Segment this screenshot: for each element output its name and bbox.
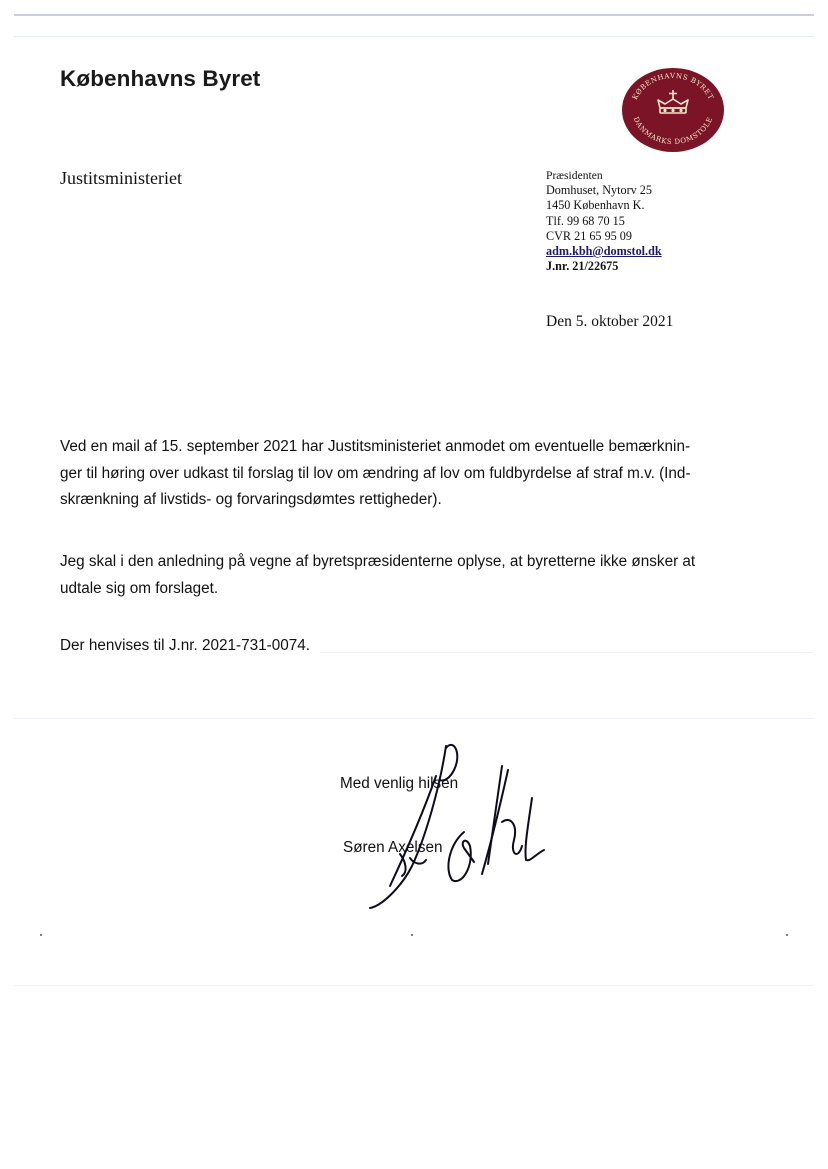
scan-artifact-line bbox=[14, 985, 814, 986]
scan-speck bbox=[786, 934, 788, 936]
sender-role: Præsidenten bbox=[546, 169, 603, 182]
court-name: Københavns Byret bbox=[60, 66, 261, 91]
sender-block bbox=[546, 168, 662, 274]
body-line: Jeg skal i den anledning på vegne af byretspræsidenterne oplyse, at byretterne ikke ønsker at bbox=[60, 553, 696, 570]
letter-date: Den 5. oktober 2021 bbox=[546, 313, 674, 330]
sender-phone: Tlf. 99 68 70 15 bbox=[546, 213, 625, 228]
handwritten-signature bbox=[352, 736, 552, 916]
closing-greeting: Med venlig hilsen bbox=[340, 775, 459, 792]
scan-artifact-line bbox=[14, 36, 814, 37]
scan-speck bbox=[40, 934, 42, 936]
body-paragraph-2 bbox=[60, 549, 728, 602]
signer-name: Søren Axelsen bbox=[343, 839, 443, 856]
body-line: Ved en mail af 15. september 2021 har Justitsministeriet anmodet om eventuelle bemærknin- bbox=[60, 438, 691, 455]
body-line: udtale sig om forslaget. bbox=[60, 579, 219, 597]
sender-address-city: 1450 København K. bbox=[546, 198, 645, 213]
scan-speck bbox=[411, 934, 413, 936]
seal-top-text: KØBENHAVNS BYRET bbox=[630, 71, 716, 102]
body-line: skrænkning af livstids- og forvaringsdømtes rettigheder). bbox=[60, 491, 442, 508]
body-line: ger til høring over udkast til forslag til lov om ændring af lov om fuldbyrdelse af straf m.v. (Ind- bbox=[60, 464, 691, 482]
seal-bottom-text: DANMARKS DOMSTOLE bbox=[631, 115, 715, 147]
sender-address-street: Domhuset, Nytorv 25 bbox=[546, 183, 652, 198]
court-seal-logo bbox=[620, 66, 726, 154]
recipient: Justitsministeriet bbox=[60, 168, 183, 188]
scan-artifact-line bbox=[14, 718, 814, 719]
scan-top-edge bbox=[14, 14, 814, 16]
sender-email-link[interactable]: adm.kbh@domstol.dk bbox=[546, 244, 662, 259]
body-paragraph-3 bbox=[60, 633, 728, 660]
sender-journal-number: J.nr. 21/22675 bbox=[546, 259, 619, 274]
body-paragraph-1 bbox=[60, 434, 728, 514]
body-line: Der henvises til J.nr. 2021-731-0074. bbox=[60, 637, 310, 654]
sender-cvr: CVR 21 65 95 09 bbox=[546, 228, 632, 243]
